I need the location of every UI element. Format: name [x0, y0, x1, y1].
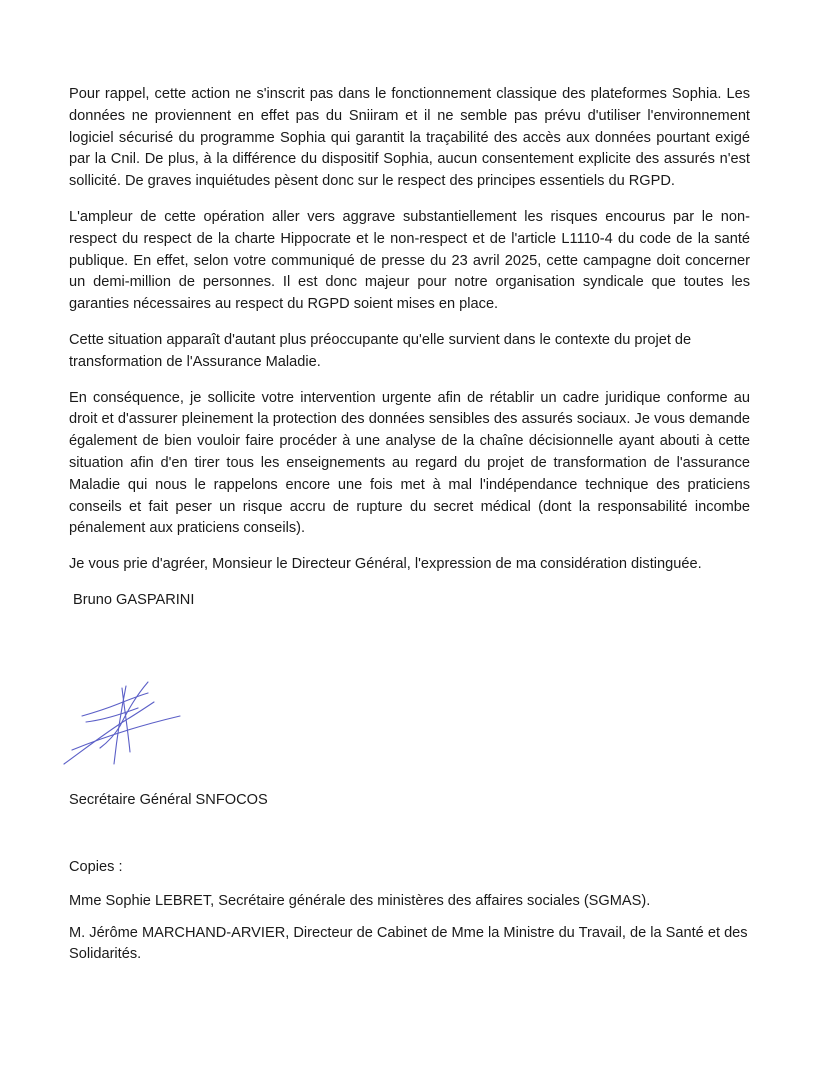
paragraph-sophia: Pour rappel, cette action ne s'inscrit pas dans le fonctionnement classique des plateformes Sophia. Les données ne proviennent en effet pas du Sniiram et il ne semble pas prévu d'utiliser l'environnement logiciel sécurisé du programme Sophia qui garantit la traçabilité des accès aux données pourtant exigé par la Cnil. De plus, à la différence du dispositif Sophia, aucun consentement explicite des assurés n'est sollicité. De graves inquiétudes pèsent donc sur le respect des principes essentiels du RGPD.	[69, 86, 750, 190]
letter-body	[69, 84, 750, 612]
signer-name: Bruno GASPARINI	[73, 591, 195, 608]
paragraph-scope: L'ampleur de cette opération aller vers aggrave substantiellement les risques encourus par le non-respect du respect de la charte Hippocrate et le non-respect et de l'article L1110-4 du code de la santé publique. En effet, selon votre communiqué de presse du 23 avril 2025, cette campagne doit concerner un demi-million de personnes. Il est donc majeur pour notre organisation syndicale que toutes les garanties nécessaires au respect du RGPD soient mises en place.	[69, 208, 750, 313]
paragraph-request: En conséquence, je sollicite votre intervention urgente afin de rétablir un cadre juridique conforme au droit et d'assurer pleinement la protection des données sensibles des assurés sociaux. Je vous demande également de bien vouloir faire procéder à une analyse de la chaîne décisionnelle ayant abouti à cette situation afin d'en tirer tous les enseignements au regard du projet de transformation de l'assurance Maladie qui nous le rappelons encore une fois met à mal l'indépendance technique des praticiens conseils et fait peser un risque accru de rupture du secret médical (dont la responsabilité incombe pénalement aux praticiens conseils).	[69, 389, 750, 537]
signer-title: Secrétaire Général SNFOCOS	[69, 792, 268, 808]
paragraph-closing: Je vous prie d'agréer, Monsieur le Directeur Général, l'expression de ma considération distinguée.	[69, 556, 702, 573]
copies-label: Copies :	[69, 859, 123, 875]
copy-recipient: M. Jérôme MARCHAND-ARVIER, Directeur de Cabinet de Mme la Ministre du Travail, de la Santé et des Solidarités.	[69, 924, 748, 963]
copy-recipient: Mme Sophie LEBRET, Secrétaire générale des ministères des affaires sociales (SGMAS).	[69, 892, 651, 909]
paragraph-context: Cette situation apparaît d'autant plus préoccupante qu'elle survient dans le contexte du projet de transformation de l'Assurance Maladie.	[69, 331, 692, 370]
copies-section	[69, 857, 750, 976]
handwritten-signature	[56, 676, 186, 768]
